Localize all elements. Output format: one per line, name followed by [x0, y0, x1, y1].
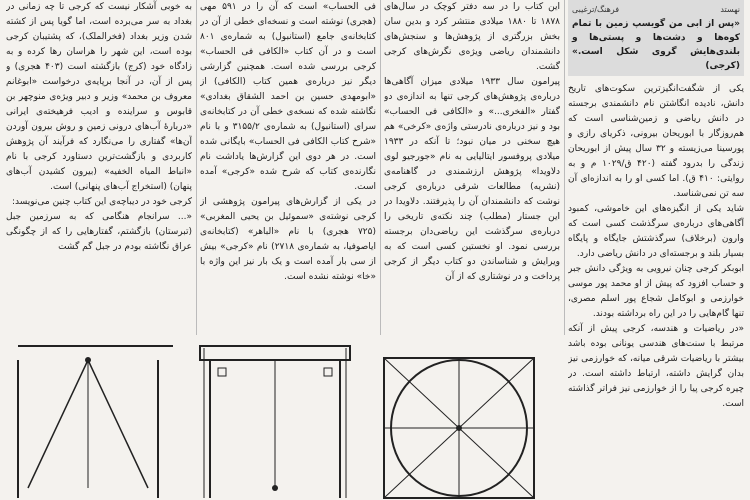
paragraph: یکی از شگفت‌انگیزترین سکوت‌های تاریخ دانش، نادیده انگاشتن نام دانشمندی برجسته در دانش ریاضی و زمین‌شناسی است که هم‌روزگار با ابوریحان بیرونی، ذکریای رازی و پورسینا می‌زیسته و ۳۲ سال پیش از ابوریحان زندگی را بدرود گفته (۴۲۰ ق/۱۰۲۹ م و به روایتی: ۴۱۰ ق). اما کسی او را به اندازه‌ای آن سه تن نمی‌شناسد. — [568, 84, 744, 199]
circle-square-diagram — [372, 338, 552, 500]
paragraph: به خوبی آشکار نیست که کرجی تا چه زمانی در بغداد به سر می‌برده است، اما گویا پس از کشته شدن وزیر بغداد (فخرالملک)، که پشتیبان کرجی بوده است، این شهر را هراسان رها کرده و به زادگاه خود (کرج) بازگشته است (۴۰۳ هجری) و پس از آن، در آنجا برپایه‌ی درخواست «ابوغانم معروف بن محمد» وزیر و دبیر ویژه‌ی منوچهر بن قابوس و سراینده و ادیب فرهیخته‌ی ایرانی «دربارهٔ آب‌های درونی زمین و روش بیرون آوردن آن‌ها» گفتاری را می‌نگارد که فرآیند آن پژوهش کاربردی و بازگشت‌ترین دستاورد کرجی با نام «انباط المیاه الخفیه» (بیرون کشیدن آب‌های پنهان) (استخراج آب‌های پنهانی) است. — [6, 2, 192, 192]
column-divider — [196, 0, 197, 335]
article-column-4 — [6, 0, 192, 335]
illustration-strip — [6, 338, 560, 500]
article-column-2 — [384, 0, 560, 335]
kicker-left: فرهنگ/ترغیبی — [572, 5, 620, 14]
paragraph: این کتاب را در سه دفتر کوچک در سال‌های ۱۸۷۸ تا ۱۸۸۰ میلادی منتشر کرد و بدین سان بخش بزرگتری از پژوهش‌ها و سنجش‌های دانشمندان ریاضی ویژه‌ی نگرش‌های کرجی گشت. — [384, 2, 560, 72]
column-divider — [380, 0, 381, 335]
paragraph: فی الحساب» است که آن را در ۵۹۱ مهی (هجری) نوشته است و نسخه‌ای خطی از آن در کتابخانه‌ی جامع (استانبول) به شماره‌ی ۸۰۱ است و در آن کتاب «الکافی فی الحساب» کرجی بررسی شده است. همچنین گزارشی دیگر نیز درباره‌ی همین کتاب (الکافی) از «ابومهدی حسین بن احمد الشقاق بغدادی» نگاشته شده که نسخه‌ی خطی آن در کتابخانه‌ی سرای (استانبول) به شماره‌ی ۳۱۵۵/۲ و با نام «شرح کتاب الکافی فی الحساب» بایگانی شده است. در هر دوی این گزارش‌ها یاداشت نام نگارنده‌ی کتاب که شرح شده «کرجی» آمده است. — [200, 2, 376, 192]
paragraph: ابوبکر کرجی چنان نیرویی به ویژگی دانش جبر و حساب افزود که پیش از او محمد پور موسی خوارزمی و ابوکامل شجاع پور اسلم مصری، تنها گام‌هایی را در این راه برداشته بودند. — [568, 264, 744, 319]
kicker-right: نهستد — [720, 5, 740, 14]
paragraph: کرجی خود در دیباچه‌ی این کتاب چنین می‌نویسد: — [11, 197, 192, 207]
article-column-1 — [568, 0, 744, 500]
article-header — [568, 0, 744, 76]
article-column-3 — [200, 0, 376, 335]
paragraph: شاید یکی از انگیزه‌های این خاموشی، کمبود آگاهی‌های درباره‌ی سرگذشت کسی است که وارون (برخلاف) سرگذشتش جایگاه و پایگاه بسیار بلند و برجسته‌ای در دانش ریاضی دارد. — [568, 204, 744, 259]
column-divider — [564, 0, 565, 335]
triangle-level-diagram — [8, 338, 178, 500]
paragraph: «... سرانجام هنگامی که به سرزمین جبل (تبرستان) بازگشتم، گفتارهایی را که از چگونگی عراق نگاشته بودم در جبل گم گشت — [6, 212, 192, 252]
leveling-frame-diagram — [190, 338, 360, 500]
paragraph: پیرامون سال ۱۹۳۳ میلادی میزان آگاهی‌ها درباره‌ی پژوهش‌های کرجی تنها به اندازه‌ی دو گفتار «الفخری...» و «الکافی فی الحساب» بود و نیز درباره‌ی نادرستی واژه‌ی «کرخی» هم هیچ سخنی در میان نبود؛ تا آنکه در ۱۹۳۳ میلادی پروفسور ایتالیایی به نام «جورجیو لوی دلاویدا» پژوهش ارزشمندی در گاهنامه‌ی (نشریه) مطالعات شرقی درباره‌ی کرجی نوشت که دانشمندان آن را پذیرفتند. دلاویدا در این جستار (مطلب) چند نکته‌ی تاریخی را درباره‌ی سرگذشت این ریاضی‌دان برجسته بررسی نمود. او نخستین کسی است که به ویرایش و شناساندن دو کتاب دیگر از کرجی پرداخت و در نوشتاری که از آن — [384, 77, 560, 282]
header-kicker — [572, 3, 740, 17]
paragraph: در یکی از گزارش‌های پیرامون پژوهشی از کرجی نوشته‌ی «سموئیل بن یحیی المغربی» (۷۲۵ هجری) با نام «الباهر» (کتابخانه‌ی ایاصوفیا، به شماره‌ی ۲۷۱۸) نام «کرجی» بیش از سی بار آمده است و یک بار نیز این واژه با «خا» نوشته نشده است. — [200, 197, 376, 282]
paragraph: «در ریاضیات و هندسه، کرجی پیش از آنکه مرتبط با سنت‌های هندسی یونانی بوده باشد بیشتر با ریاضیات شرقی میانه، که خوارزمی نیز بدان گرایش داشته، ارتباط داشته است. در چیره کرجی پیا را از خوارزمی نیز فراتر گذاشته است. — [568, 324, 744, 409]
lead-quote: «پس از ابی من گویسپ زمین با تمام کوه‌ها و دشت‌ها و پستی‌ها و بلندی‌هایش گروی شکل است.» (کرجی) — [572, 19, 740, 71]
